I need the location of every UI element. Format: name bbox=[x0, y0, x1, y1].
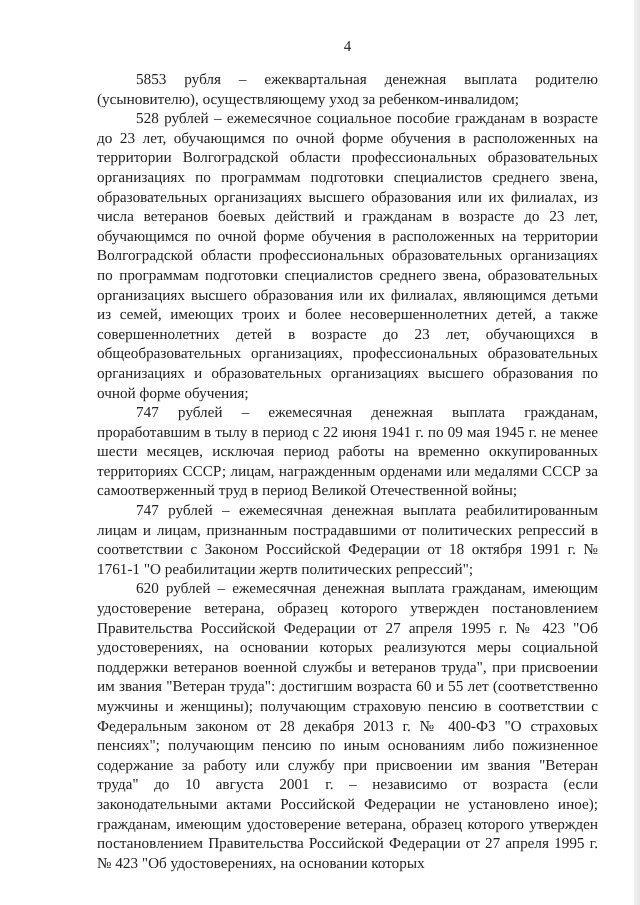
paragraph-annual-payment-parent: 5853 рубля – ежеквартальная денежная выплата родителю (усыновителю), осуществляющему уход за ребенком-инвалидом; bbox=[97, 71, 598, 108]
page-number: 4 bbox=[343, 39, 352, 55]
paragraph-rehabilitated-persons: 747 рублей – ежемесячная денежная выплата реабилитированным лицам и лицам, признанным пострадавшими от политических репрессий в соответствии с Законом Российской Федерации от 18 октября 1991 г. № 1761-1 "О реабилитации жертв политических репрессий"; bbox=[97, 502, 598, 578]
paragraph-social-allowance-students: 528 рублей – ежемесячное социальное пособие гражданам в возрасте до 23 лет, обучающимся по очной форме обучения в расположенных на территории Волгоградской области профессиональных образовательных организациях по программам подготовки специалистов среднего звена, образовательных организациях высшего образования или их филиалах, из числа ветеранов боевых действий и гражданам в возрасте до 23 лет, обучающимся по очной форме обучения в расположенных на территории Волгоградской области профессиональных образовательных организациях по программам подготовки специалистов среднего звена, образовательных организациях высшего образования или их филиалах, являющимся детьми из семей, имеющих троих и более несовершеннолетних детей, а также совершеннолетних детей в возрасте до 23 лет, обучающихся в общеобразовательных организациях, профессиональных образовательных организациях и образовательных организациях высшего образования по очной форме обучения; bbox=[97, 110, 598, 402]
paragraph-home-front-workers: 747 рублей – ежемесячная денежная выплата гражданам, проработавшим в тылу в период с 22 июня 1941 г. по 09 мая 1945 г. не менее шести месяцев, исключая период работы на временно оккупированных территориях СССР; лицам, награжденным орденами или медалями СССР за самоотверженный труд в период Великой Отечественной войны; bbox=[97, 404, 598, 500]
scan-edge-shadow bbox=[634, 0, 640, 905]
paragraph-labor-veterans: 620 рублей – ежемесячная денежная выплата гражданам, имеющим удостоверение ветерана, образец которого утвержден постановлением Правительства Российской Федерации от 27 апреля 1995 г. № 423 "Об удостоверениях, на основании которых реализуются меры социальной поддержки ветеранов военной службы и ветеранов труда", при присвоении им звания "Ветеран труда": достигшим возраста 60 и 55 лет (соответственно мужчины и женщины); получающим страховую пенсию в соответствии с Федеральным законом от 28 декабря 2013 г. № 400-ФЗ "О страховых пенсиях"; получающим пенсию по иным основаниям либо пожизненное содержание за работу или службу при присвоении им звания "Ветеран труда" до 10 августа 2001 г. – независимо от возраста (если законодательными актами Российской Федерации не установлено иное); гражданам, имеющим удостоверение ветерана, образец которого утвержден постановлением Правительства Российской Федерации от 27 апреля 1995 г. № 423 "Об удостоверениях, на основании которых bbox=[97, 580, 598, 872]
